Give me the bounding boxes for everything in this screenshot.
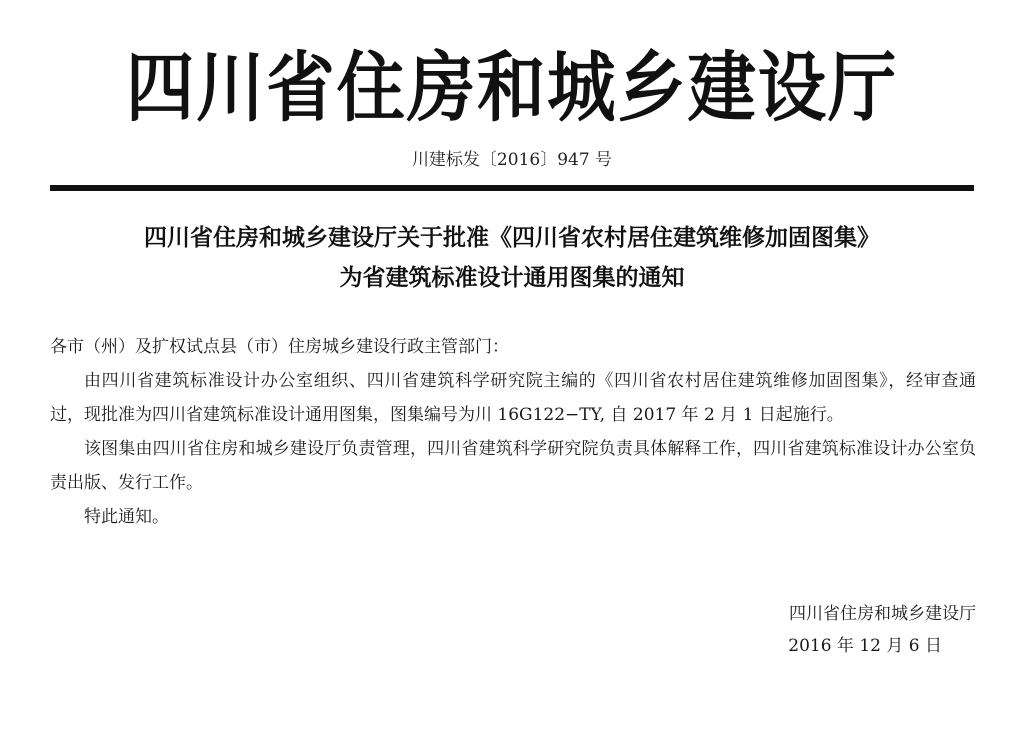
salutation: 各市（州）及扩权试点县（市）住房城乡建设行政主管部门： — [50, 337, 509, 357]
body-paragraph-1: 由四川省建筑标准设计办公室组织、四川省建筑科学研究院主编的《四川省农村居住建筑维修加固图集》，经审查通过，现批准为四川省建筑标准设计通用图集，图集编号为川 16G122−TY, 自 2017 年 2 月 1 日起施行。 — [50, 371, 976, 425]
document-title-line-1: 四川省住房和城乡建设厅关于批准《四川省农村居住建筑维修加固图集》 — [144, 225, 880, 251]
signature-issuer: 四川省住房和城乡建设厅 — [789, 604, 976, 624]
body-paragraph-2: 该图集由四川省住房和城乡建设厅负责管理，四川省建筑科学研究院负责具体解释工作，四川省建筑标准设计办公室负责出版、发行工作。 — [50, 439, 976, 493]
document-title-line-2: 为省建筑标准设计通用图集的通知 — [339, 265, 685, 291]
closing-line: 特此通知。 — [84, 507, 169, 527]
signature-block — [650, 598, 976, 662]
issuing-org-title: 四川省住房和城乡建设厅 — [125, 43, 899, 132]
document-number: 川建标发〔2016〕947 号 — [411, 150, 613, 170]
header-divider-rule — [50, 185, 974, 191]
signature-date: 2016 年 12 月 6 日 — [788, 636, 942, 656]
document-title — [40, 218, 984, 298]
document-body — [50, 330, 976, 534]
